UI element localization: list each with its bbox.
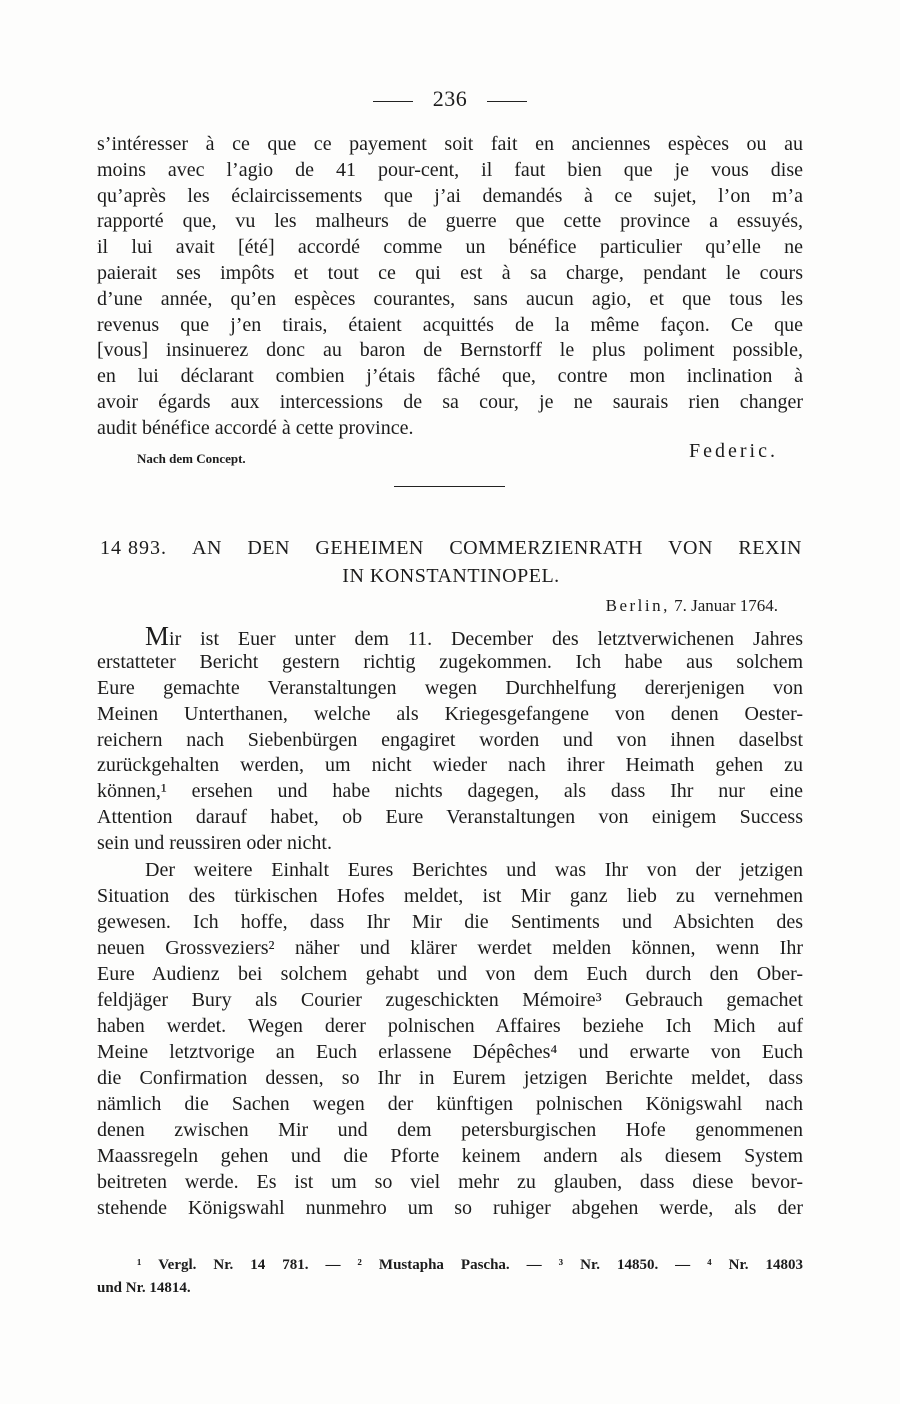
text-line: können,¹ ersehen und habe nichts dagegen, als dass Ihr nur eine [97, 780, 803, 803]
text-line: feldjäger Bury als Courier zugeschickten Mémoire³ Gebrauch gemachet [97, 989, 803, 1011]
text-line: haben werdet. Wegen derer polnischen Affaires beziehe Ich Mich auf [97, 1015, 803, 1037]
text-line: moins avec l’agio de 41 pour-cent, il faut bien que je vous dise [97, 158, 803, 181]
letter-addressee: AN DEN GEHEIMEN COMMERZIENRATH VON REXIN [192, 537, 802, 559]
text-line: Situation des türkischen Hofes meldet, ist Mir ganz lieb zu vernehmen [97, 885, 803, 907]
page-number: 236 [432, 86, 468, 111]
section-separator [394, 486, 505, 487]
text-line: Meine letztvorige an Euch erlassene Dépêches⁴ und erwarte von Euch [97, 1041, 803, 1063]
text-line: Mir ist Euer unter dem 11. December des letztverwichenen Jahres [145, 621, 803, 651]
text-line: Attention darauf habet, ob Eure Veranstaltungen von einigem Success [97, 806, 803, 829]
dateline [606, 595, 778, 617]
letter-addressee-location: IN KONSTANTINOPEL. [342, 565, 560, 587]
text-line: revenus que j’en tirais, étaient acquittés de la même façon. Ce que [97, 313, 803, 336]
text-line: Meinen Unterthanen, welche als Kriegesgefangene von denen Oester- [97, 702, 803, 725]
text-line: qu’après les éclaircissements que j’ai demandés à ce sujet, l’on m’a [97, 184, 803, 207]
text-line: neuen Grossveziers² näher und klärer werdet melden können, wenn Ihr [97, 937, 803, 959]
source-note: Nach dem Concept. [137, 451, 246, 466]
text-line: [vous] insinuerez donc au baron de Bernstorff le plus poliment possible, [97, 339, 803, 362]
text-line: avoir égards aux intercessions de sa cour, je ne saurais rien changer [97, 390, 803, 413]
text-line: Der weitere Einhalt Eures Berichtes und was Ihr von der jetzigen [145, 859, 803, 881]
text-line: rapporté que, vu les malheurs de guerre que cette province a essuyés, [97, 210, 803, 233]
page-number-dash-right [487, 101, 527, 102]
letter-number: 14 893. [100, 537, 167, 559]
letter-heading-line [100, 534, 802, 562]
text-line: Eure gemachte Veranstaltungen wegen Durchhelfung dererjenigen von [97, 676, 803, 699]
letter-heading [100, 534, 802, 590]
text-line: stehende Königswahl nunmehro um so ruhiger abgehen werde, als der [97, 1197, 803, 1219]
text-line: gewesen. Ich hoffe, dass Ihr Mir die Sentiments und Absichten des [97, 911, 803, 933]
text-line: zurückgehalten werden, um nicht wieder nach ihrer Heimath gehen zu [97, 754, 803, 777]
text-line: s’intéresser à ce que ce payement soit fait en anciennes espèces ou au [97, 133, 803, 155]
text-line: beitreten werde. Es ist um so viel mehr zu glauben, dass diese bevor- [97, 1171, 803, 1193]
text-line: denen zwischen Mir und dem petersburgischen Hofe genommenen [97, 1119, 803, 1141]
previous-letter-body [97, 132, 803, 442]
dateline-place: Berlin, [605, 596, 670, 615]
text-line: il lui avait [été] accordé comme un bénéfice particulier qu’elle ne [97, 236, 803, 259]
footnote-line: und Nr. 14814. [97, 1280, 191, 1296]
letter-paragraph [97, 857, 803, 1221]
letter-paragraph [97, 621, 803, 857]
text-line: die Confirmation dessen, so Ihr in Eurem jetzigen Berichte meldet, dass [97, 1067, 803, 1089]
text-line: erstatteter Bericht gestern richtig zugekommen. Ich habe aus solchem [97, 650, 803, 673]
footnotes [97, 1254, 803, 1300]
footnote-line: ¹ Vergl. Nr. 14 781. — ² Mustapha Pascha. — ³ Nr. 14850. — ⁴ Nr. 14803 [137, 1257, 803, 1273]
text-line: nämlich die Sachen wegen der künftigen polnischen Königswahl nach [97, 1093, 803, 1115]
page-number-dash-left [373, 101, 413, 102]
text-line: reichern nach Siebenbürgen engagiret worden und von ihnen daselbst [97, 728, 803, 751]
text-line: sein und reussiren oder nicht. [97, 832, 332, 855]
text-line: d’une année, qu’en espèces courantes, sans aucun agio, et que tous les [97, 287, 803, 310]
text-line: Eure Audienz bei solchem gehabt und von dem Euch durch den Ober- [97, 963, 803, 985]
text-line: paierait ses impôts et tout ce qui est à sa charge, pendant le cours [97, 261, 803, 284]
text-line: en lui déclarant combien j’étais fâché que, contre mon inclination à [97, 365, 803, 388]
dateline-date: 7. Januar 1764. [674, 596, 778, 615]
text-line: Maassregeln gehen und die Pforte keinem andern als diesem System [97, 1145, 803, 1167]
text-line: audit bénéfice accordé à cette province. [97, 416, 414, 439]
page-header [0, 86, 900, 112]
signature: Federic. [689, 440, 778, 462]
